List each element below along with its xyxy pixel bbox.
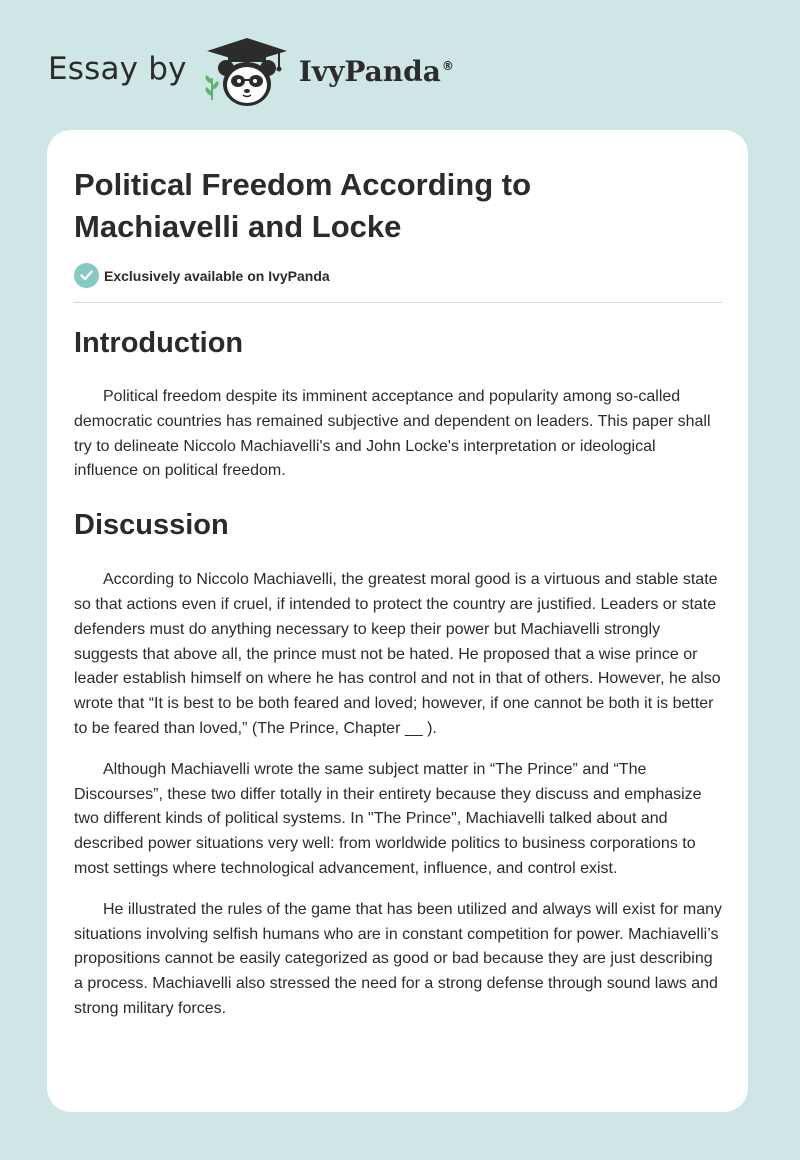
title-divider <box>74 302 722 303</box>
panda-graduate-icon[interactable] <box>199 34 295 110</box>
essay-body <box>74 322 724 1022</box>
section-heading-discussion: Discussion <box>74 509 229 542</box>
paragraph: Political freedom despite its imminent acceptance and popularity among so-called democratic countries has remained subjective and dependent on leaders. This paper shall try to delineate Niccolo Machiavelli's and John Locke's interpretation or ideological influence on political freedom. <box>74 388 711 480</box>
check-circle-icon <box>74 263 99 288</box>
paragraph: Although Machiavelli wrote the same subject matter in “The Prince” and “The Discourses”, these two differ totally in their entirety because they discuss and emphasize two different kinds of political systems. In "The Prince", Machiavelli talked about and described power situations very well: from worldwide politics to business corporations to most settings where technological advancement, influence, and control exist. <box>74 760 702 877</box>
paragraph: He illustrated the rules of the game that has been utilized and always will exist for many situations involving selfish humans who are in constant competition for power. Machiavelli’s propositions cannot be easily categorized as good or bad because they are just describing a process. Machiavelli also stressed the need for a strong defense through sound laws and strong military forces. <box>74 900 722 1017</box>
brand-prefix: Essay by <box>48 51 187 87</box>
brand-name-text: IvyPanda <box>298 54 441 88</box>
exclusive-badge <box>74 263 330 288</box>
essay-card <box>47 130 748 1112</box>
registered-mark: ® <box>441 59 454 74</box>
exclusive-label: Exclusively available on IvyPanda <box>104 267 330 284</box>
section-heading-introduction: Introduction <box>74 327 244 359</box>
site-header <box>48 34 454 110</box>
paragraph: According to Niccolo Machiavelli, the greatest moral good is a virtuous and stable state so that actions even if cruel, if intended to protect the country are justified. Leaders or state defenders must do anything necessary to keep their power but Machiavelli strongly suggests that above all, the prince must not be hated. He proposed that a wise prince or leader establish himself on where he has control and not in that of others. However, he also wrote that “It is best to be both feared and loved; however, if one cannot be both it is better to be feared than loved,” (The Prince, Chapter __ ). <box>74 571 721 737</box>
page-title: Political Freedom According to Machiavelli and Locke <box>74 167 532 244</box>
brand-name[interactable] <box>299 55 454 88</box>
checkmark-icon <box>80 270 93 281</box>
